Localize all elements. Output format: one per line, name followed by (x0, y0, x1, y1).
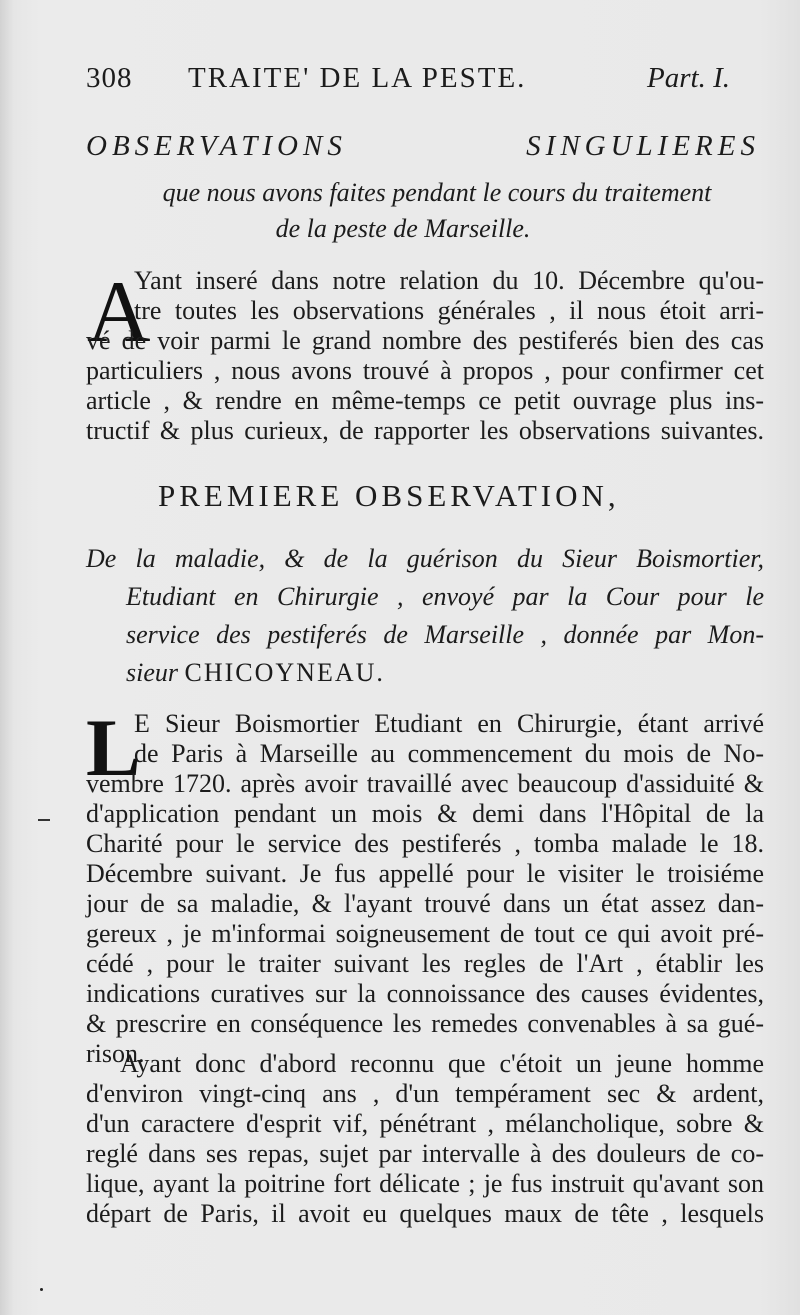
text-line: Décembre suivant. Je fus appellé pour le visiter le troisiéme (86, 859, 764, 888)
subtitle-line: Etudiant en Chirurgie , envoyé par la Cour pour le (126, 582, 764, 611)
section-subtitle (0, 175, 800, 247)
drop-cap-a: A (87, 264, 151, 361)
section-title-word-2: SINGULIERES (526, 130, 760, 162)
text-line: tre toutes les observations générales , il nous étoit arri- (134, 296, 764, 325)
subtitle-line (86, 654, 764, 692)
running-header (86, 62, 730, 102)
intro-paragraph (86, 266, 764, 446)
margin-mark (38, 819, 50, 821)
text-line: départ de Paris, il avoit eu quelques maux de tête , lesquels (86, 1199, 764, 1228)
drop-cap-l: L (86, 702, 141, 793)
text-line: E Sieur Boismortier Etudiant en Chirurgie, étant arrivé (134, 709, 764, 738)
author-name: CHICOYNEAU. (184, 658, 385, 687)
part-label: Part. I. (647, 62, 730, 94)
section-subtitle-line: que nous avons faites pendant le cours du traitement (162, 178, 712, 207)
text-line: vé de voir parmi le grand nombre des pestiferés bien des cas (86, 326, 764, 355)
text-line: d'environ vingt-cinq ans , d'un tempérament sec & ardent, (86, 1079, 764, 1108)
text-line: lique, ayant la poitrine fort délicate ; je fus instruit qu'avant son (86, 1169, 764, 1198)
subtitle-line: service des pestiferés de Marseille , donnée par Mon- (126, 620, 764, 649)
text-line: vembre 1720. après avoir travaillé avec beaucoup d'assiduité & (86, 769, 764, 798)
text-line: gereux , je m'informai soigneusement de tout ce qui avoit pré- (86, 919, 764, 948)
page-number: 308 (86, 62, 133, 94)
text-line: Charité pour le service des pestiferés , tomba malade le 18. (86, 829, 764, 858)
text-line: indications curatives sur la connoissance des causes évidentes, (86, 979, 764, 1008)
text-line: de Paris à Marseille au commencement du mois de No- (134, 739, 764, 768)
text-line: & prescrire en conséquence les remedes convenables à sa gué- (86, 1009, 764, 1038)
running-title: TRAITE' DE LA PESTE. (188, 62, 527, 94)
text-line: reglé dans ses repas, sujet par intervalle à des douleurs de co- (86, 1139, 764, 1168)
section-title (86, 130, 760, 163)
subtitle-prefix: sieur (126, 658, 178, 687)
section-subtitle-line: de la peste de Marseille. (275, 214, 531, 243)
observation-paragraph-1 (86, 702, 764, 1069)
observation-heading: PREMIERE OBSERVATION, (158, 478, 620, 513)
text-line: Yant inseré dans notre relation du 10. Décembre qu'ou- (134, 266, 764, 295)
text-line: tructif & plus curieux, de rapporter les observations suivantes. (86, 416, 764, 445)
text-line: d'application pendant un mois & demi dans l'Hôpital de la (86, 799, 764, 828)
text-line: d'un caractere d'esprit vif, pénétrant , mélancholique, sobre & (86, 1109, 764, 1138)
text-line: jour de sa maladie, & l'ayant trouvé dans un état assez dan- (86, 889, 764, 918)
text-line: rison. (86, 1039, 145, 1068)
ink-speck (40, 1288, 43, 1291)
observation-paragraph-2 (86, 1049, 764, 1229)
text-line: article , & rendre en même-temps ce petit ouvrage plus ins- (86, 386, 764, 415)
text-line: Ayant donc d'abord reconnu que c'étoit un jeune homme (120, 1049, 764, 1078)
section-title-word-1: OBSERVATIONS (86, 130, 347, 162)
observation-subtitle (86, 540, 764, 692)
subtitle-line: De la maladie, & de la guérison du Sieur Boismortier, (86, 544, 764, 573)
text-line: cédé , pour le traiter suivant les regles de l'Art , établir les (86, 949, 764, 978)
text-line: particuliers , nous avons trouvé à propos , pour confirmer cet (86, 356, 764, 385)
